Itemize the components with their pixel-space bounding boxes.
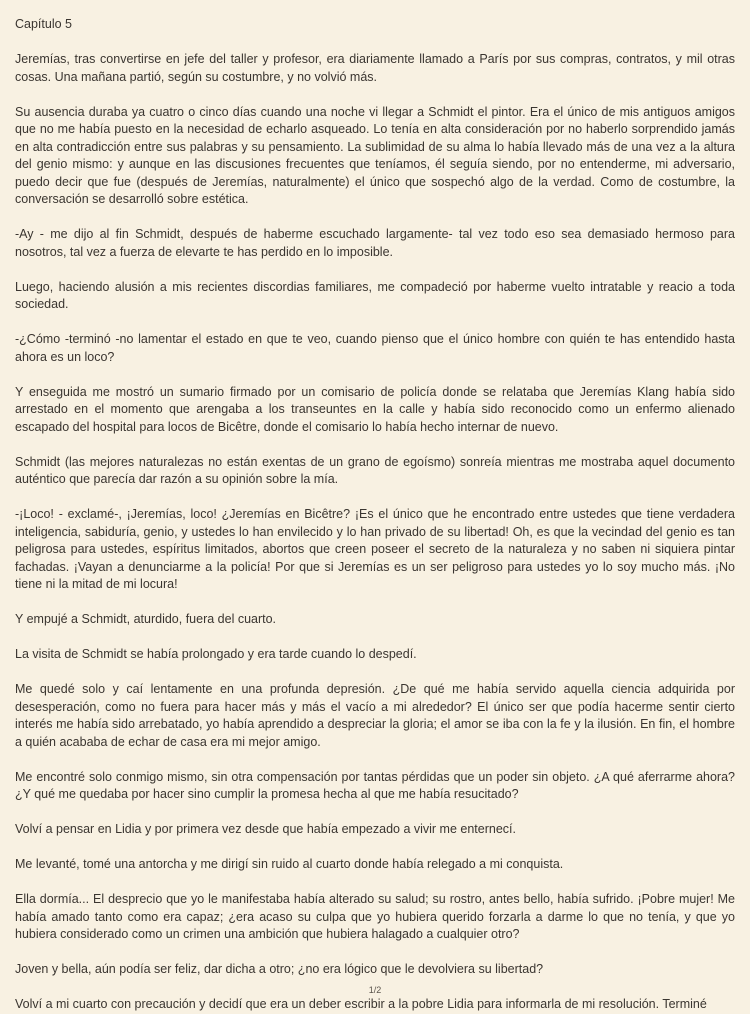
paragraph: Jeremías, tras convertirse en jefe del taller y profesor, era diariamente llamado a París por sus compras, contratos, y mil otras cosas. Una mañana partió, según su costumbre, y no volvió más.: [15, 52, 735, 84]
paragraph: Schmidt (las mejores naturalezas no están exentas de un grano de egoísmo) sonreía mientras me mostraba aquel documento auténtico que parecía dar razón a su opinión sobre la mía.: [15, 454, 735, 486]
paragraph: Ella dormía... El desprecio que yo le manifestaba había alterado su salud; su rostro, antes bello, había sufrido. ¡Pobre mujer! Me había amado tanto como era capaz; ¿era acaso su culpa que yo hubiera querido forzarla a darme lo que no tenía, y que yo hubiera considerado como un crimen una ambición que hubiera halagado a cualquier otro?: [15, 892, 735, 941]
paragraph: Y enseguida me mostró un sumario firmado por un comisario de policía donde se relataba que Jeremías Klang había sido arrestado en el momento que arengaba a los transeuntes en la calle y había sido reconocido como un enfermo alienado escapado del hospital para locos de Bicêtre, donde el comisario lo había hecho internar de nuevo.: [15, 384, 735, 434]
paragraph: Volví a mi cuarto con precaución y decidí que era un deber escribir a la pobre Lidia para informarla de mi resolución. Terminé: [15, 997, 707, 1011]
paragraph: -¿Cómo -terminó -no lamentar el estado en que te veo, cuando pienso que el único hombre con quién te has entendido hasta ahora es un loco?: [15, 332, 735, 364]
paragraph: Joven y bella, aún podía ser feliz, dar dicha a otro; ¿no era lógico que le devolviera su libertad?: [15, 962, 544, 976]
paragraph: Su ausencia duraba ya cuatro o cinco días cuando una noche vi llegar a Schmidt el pintor. Era el único de mis antiguos amigos que no me había puesto en la necesidad de echarlo asqueado. Lo tenía en alta consideración por no haberlo sorprendido jamás en alta contradicción entre sus palabras y su pensamiento. La sublimidad de su alma lo había llevado más de una vez a la altura del genio mismo: y aunque en las discusiones frecuentes que teníamos, él seguía siendo, por no entenderme, mi adversario, puedo decir que fue (después de Jeremías, naturalmente) el único que sospechó algo de la verdad. Como de costumbre, la conversación se desarrolló sobre estética.: [15, 104, 735, 206]
paragraph: La visita de Schmidt se había prolongado y era tarde cuando lo despedí.: [15, 647, 417, 661]
paragraph: Luego, haciendo alusión a mis recientes discordias familiares, me compadeció por haberme vuelto intratable y reacio a toda sociedad.: [15, 279, 735, 311]
paragraph: Y empujé a Schmidt, aturdido, fuera del cuarto.: [15, 612, 277, 626]
paragraph: Me levanté, tomé una antorcha y me dirigí sin ruido al cuarto donde había relegado a mi conquista.: [15, 857, 564, 871]
paragraph: -Ay - me dijo al fin Schmidt, después de haberme escuchado largamente- tal vez todo eso sea demasiado hermoso para nosotros, tal vez a fuerza de elevarte te has perdido en lo imposible.: [15, 227, 735, 259]
paragraph: Me encontré solo conmigo mismo, sin otra compensación por tantas pérdidas que un poder sin objeto. ¿A qué aferrarme ahora? ¿Y qué me quedaba por hacer sino cumplir la promesa hecha al que me había resucitado?: [15, 769, 735, 801]
paragraph: -¡Loco! - exclamé-, ¡Jeremías, loco! ¿Jeremías en Bicêtre? ¡Es el único que he encontrado entre ustedes que tiene verdadera inteligencia, sabiduría, genio, y ustedes lo han envilecido y lo han privado de su libertad! Oh, es que la vecindad del genio es tan peligrosa para ustedes, espíritus limitados, abortos que creen poseer el secreto de la naturaleza y no saben ni siquiera pintar fachadas. ¡Vayan a denunciarme a la policía! Por que si Jeremías es un ser peligroso para ustedes yo lo soy mucho más. ¡No tiene ni la mitad de mi locura!: [15, 507, 735, 591]
page-content: [15, 51, 735, 1011]
chapter-title: Capítulo 5: [15, 17, 72, 31]
paragraph: Volví a pensar en Lidia y por primera vez desde que había empezado a vivir me enternecí.: [15, 822, 516, 836]
page-indicator: 1/2: [368, 985, 382, 995]
paragraph: Me quedé solo y caí lentamente en una profunda depresión. ¿De qué me había servido aquella ciencia adquirida por desesperación, como no fuera para hacer más y más el vacío a mi alrededor? El único ser que podía hacerme sentir cierto interés me había sido arrebatado, yo había aprendido a despreciar la gloria; el amor se iba con la fe y la ilusión. En fin, el hombre a quién acababa de echar de casa era mi mejor amigo.: [15, 682, 735, 749]
